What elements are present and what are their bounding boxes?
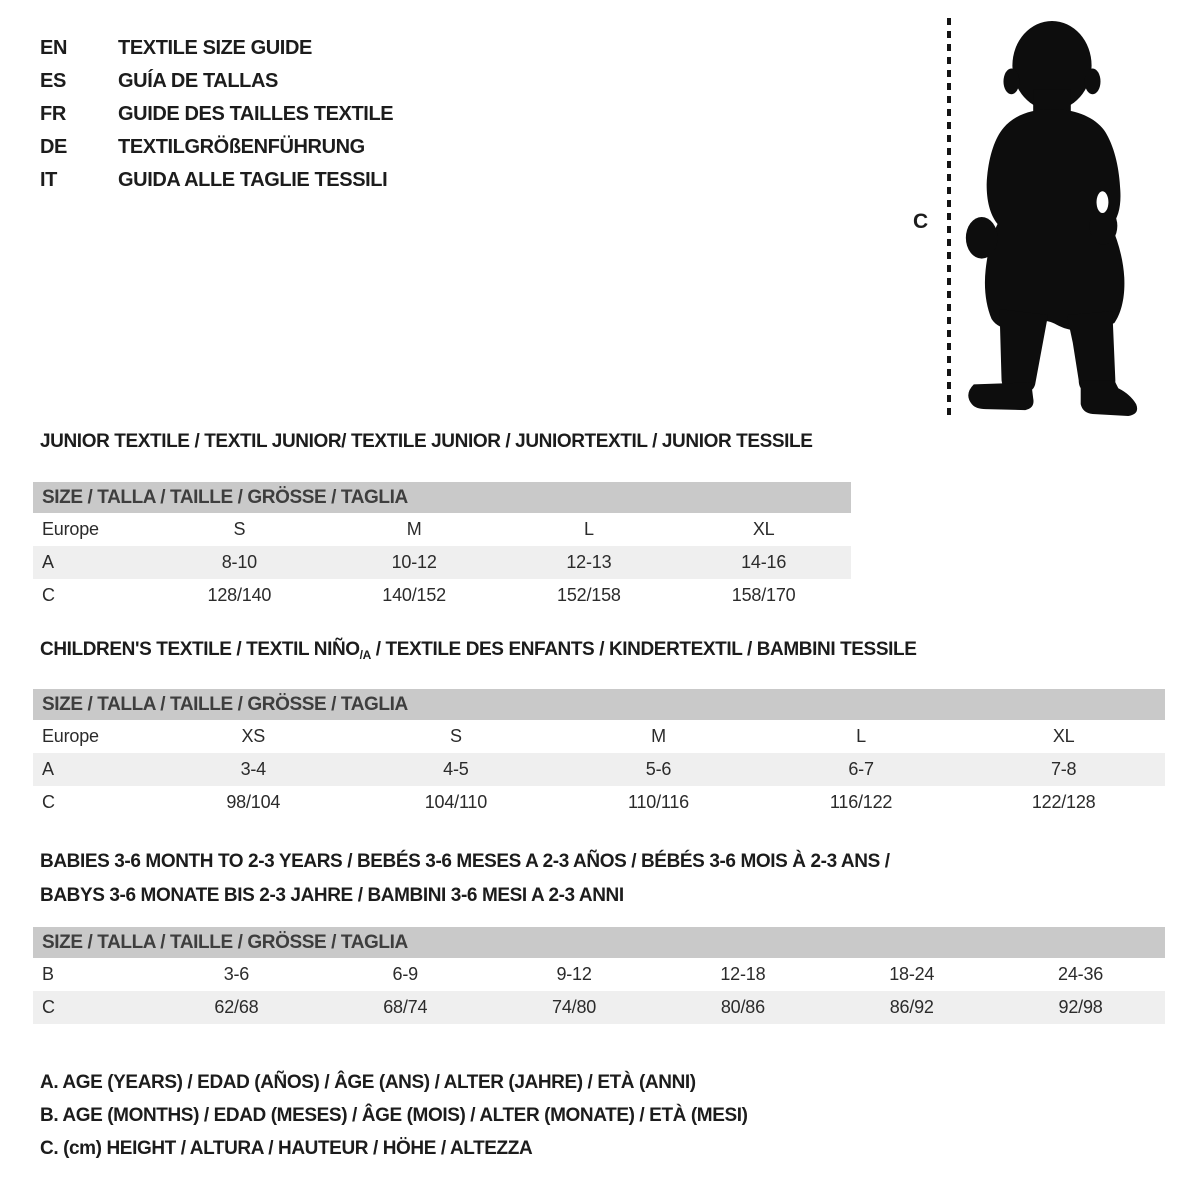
legend-line-b: B. AGE (MONTHS) / EDAD (MESES) / ÂGE (MOIS) / ALTER (MONATE) / ETÀ (MESI)	[40, 1105, 748, 1126]
value-cell: L	[583, 519, 594, 539]
value-cell: 140/152	[382, 585, 446, 605]
value-cell: 9-12	[556, 964, 592, 984]
babies-title-line1: BABIES 3-6 MONTH TO 2-3 YEARS / BEBÉS 3-6 MESES A 2-3 AÑOS / BÉBÉS 3-6 MOIS À 2-3 ANS /	[40, 851, 890, 872]
value-cell: XL	[1052, 726, 1075, 746]
value-cell: 7-8	[1050, 759, 1077, 779]
table-row	[33, 958, 1165, 991]
legend-line-c: C. (cm) HEIGHT / ALTURA / HAUTEUR / HÖHE / ALTEZZA	[40, 1138, 533, 1159]
junior-size-table	[33, 482, 851, 612]
language-title: GUIDE DES TAILLES TEXTILE	[118, 103, 394, 125]
language-code: FR	[40, 103, 66, 125]
value-cell: S	[449, 726, 462, 746]
language-row	[40, 164, 393, 197]
value-cell: 6-9	[392, 964, 418, 984]
table-row	[33, 546, 851, 579]
value-cell: 122/128	[1031, 792, 1096, 812]
language-row	[40, 131, 393, 164]
language-title: TEXTILGRÖßENFÜHRUNG	[118, 136, 365, 158]
children-section-title	[40, 639, 916, 662]
value-cell: S	[233, 519, 246, 539]
value-cell: 24-36	[1058, 964, 1104, 984]
value-cell: 12-13	[566, 552, 612, 572]
value-cell: 104/110	[424, 792, 488, 812]
row-label-cell: C	[42, 997, 55, 1017]
value-cell: 14-16	[741, 552, 787, 572]
table-row	[33, 753, 1165, 786]
value-cell: 98/104	[226, 792, 281, 812]
value-cell: 68/74	[383, 997, 428, 1017]
table-row	[33, 579, 851, 612]
language-row	[40, 65, 393, 98]
value-cell: 62/68	[214, 997, 259, 1017]
table-row	[33, 720, 1165, 753]
height-measure-dotted-line	[947, 18, 951, 416]
babies-size-table	[33, 927, 1165, 1024]
value-cell: 92/98	[1058, 997, 1103, 1017]
legend	[40, 1066, 748, 1165]
value-cell: 8-10	[221, 552, 257, 572]
babies-section-title	[40, 845, 890, 913]
language-row	[40, 98, 393, 131]
value-cell: XS	[241, 726, 266, 746]
legend-line-a: A. AGE (YEARS) / EDAD (AÑOS) / ÂGE (ANS) / ALTER (JAHRE) / ETÀ (ANNI)	[40, 1072, 696, 1093]
babies-title-line2: BABYS 3-6 MONATE BIS 2-3 JAHRE / BAMBINI 3-6 MESI A 2-3 ANNI	[40, 885, 624, 906]
table-row	[33, 786, 1165, 819]
row-label-cell: B	[42, 964, 54, 984]
children-title-prefix: CHILDREN'S TEXTILE / TEXTIL NIÑO	[40, 639, 360, 660]
value-cell: 152/158	[557, 585, 621, 605]
value-cell: 86/92	[889, 997, 934, 1017]
row-label-cell: A	[42, 759, 54, 779]
toddler-silhouette-icon	[952, 14, 1150, 424]
value-cell: 128/140	[207, 585, 272, 605]
language-header	[40, 32, 393, 197]
value-cell: 80/86	[720, 997, 765, 1017]
row-label-cell: C	[42, 792, 55, 812]
value-cell: 10-12	[391, 552, 437, 572]
language-code: ES	[40, 70, 66, 92]
language-title: GUIDA ALLE TAGLIE TESSILI	[118, 169, 388, 191]
value-cell: 116/122	[829, 792, 893, 812]
height-measure-label: C	[913, 210, 929, 233]
language-title: TEXTILE SIZE GUIDE	[118, 37, 312, 59]
value-cell: XL	[752, 519, 775, 539]
value-cell: 110/116	[627, 792, 689, 812]
language-code: IT	[40, 169, 57, 191]
value-cell: M	[406, 519, 422, 539]
value-cell: M	[651, 726, 666, 746]
children-title-suffix: / TEXTILE DES ENFANTS / KINDERTEXTIL / BAMBINI TESSILE	[370, 639, 917, 660]
row-label-cell: Europe	[42, 726, 99, 746]
children-title-subscript: /A	[359, 648, 371, 662]
language-code: EN	[40, 37, 67, 59]
row-label-cell: C	[42, 585, 55, 605]
junior-section-title: JUNIOR TEXTILE / TEXTIL JUNIOR/ TEXTILE JUNIOR / JUNIORTEXTIL / JUNIOR TESSILE	[40, 431, 813, 452]
value-cell: 4-5	[443, 759, 469, 779]
size-header-bar: SIZE / TALLA / TAILLE / GRÖSSE / TAGLIA	[33, 927, 1165, 958]
language-code: DE	[40, 136, 67, 158]
row-label-cell: A	[42, 552, 54, 572]
value-cell: 158/170	[731, 585, 796, 605]
size-header-bar: SIZE / TALLA / TAILLE / GRÖSSE / TAGLIA	[33, 689, 1165, 720]
value-cell: 3-6	[223, 964, 250, 984]
table-row	[33, 513, 851, 546]
size-header-bar: SIZE / TALLA / TAILLE / GRÖSSE / TAGLIA	[33, 482, 851, 513]
value-cell: 12-18	[720, 964, 766, 984]
value-cell: 18-24	[889, 964, 935, 984]
value-cell: 3-4	[240, 759, 266, 779]
row-label-cell: Europe	[42, 519, 99, 539]
children-size-table	[33, 689, 1165, 819]
value-cell: L	[856, 726, 866, 746]
value-cell: 6-7	[848, 759, 874, 779]
table-row	[33, 991, 1165, 1024]
language-title: GUÍA DE TALLAS	[118, 70, 278, 92]
value-cell: 5-6	[645, 759, 672, 779]
value-cell: 74/80	[552, 997, 597, 1017]
language-row	[40, 32, 393, 65]
